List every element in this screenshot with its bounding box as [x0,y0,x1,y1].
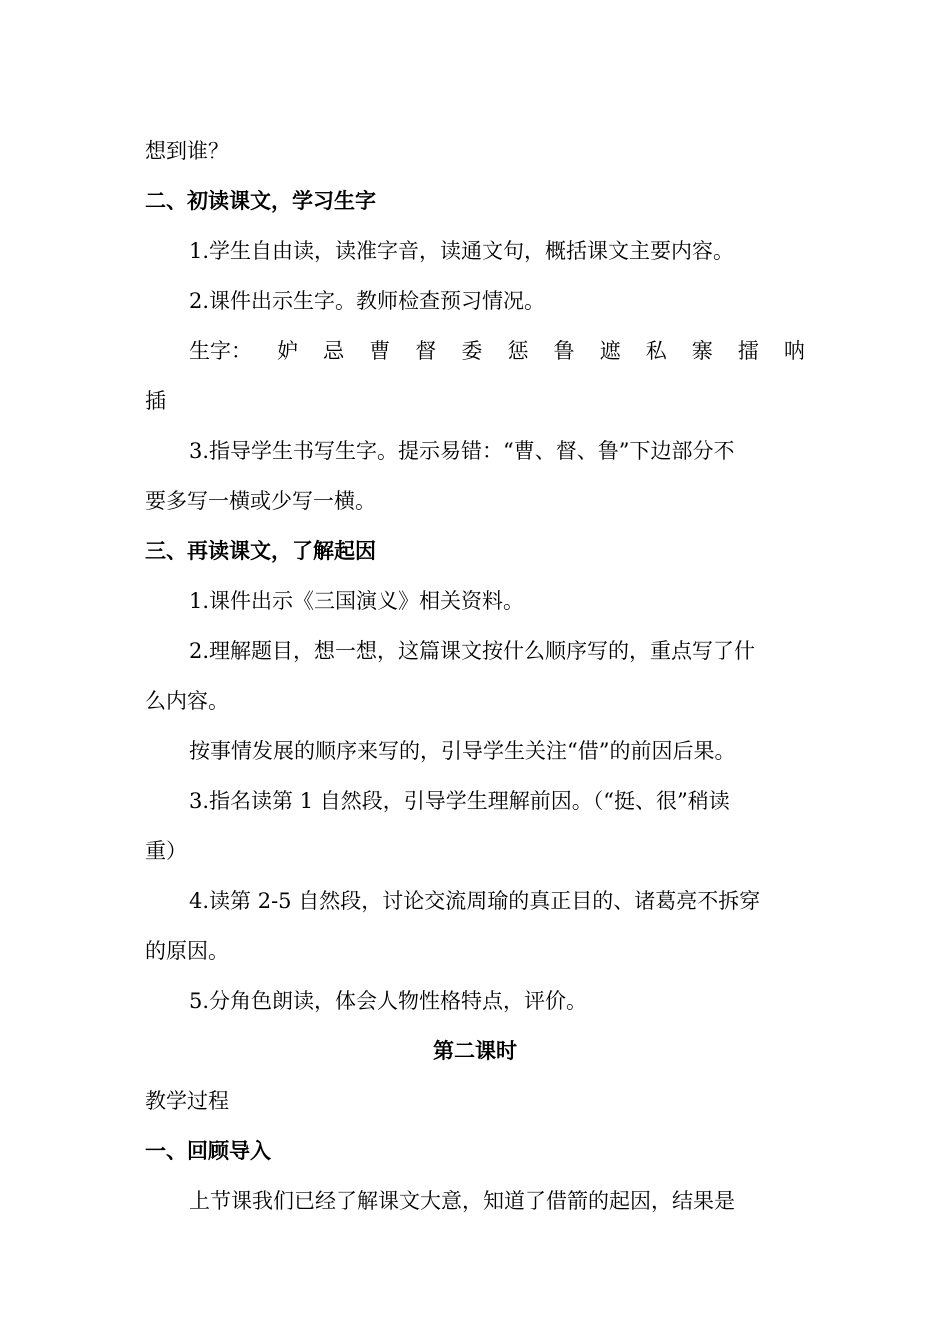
character: 私 [645,339,667,363]
character: 遮 [599,339,621,363]
text-line: 教学过程 [145,1089,229,1113]
text-line: 1.学生自由读，读准字音，读通文句，概括课文主要内容。 [189,239,735,263]
text-line: 的原因。 [145,939,229,963]
character: 擂 [737,339,759,363]
text-line: 插 [145,389,166,413]
text-line: 么内容。 [145,689,229,713]
section-heading: 二、初读课文，学习生字 [145,189,376,213]
character: 惩 [507,339,529,363]
character: 忌 [323,339,345,363]
text-line: 要多写一横或少写一横。 [145,489,376,513]
text-line: 按事情发展的顺序来写的，引导学生关注“借”的前因后果。 [189,739,736,763]
character: 督 [415,339,437,363]
text-line: 2.理解题目，想一想，这篇课文按什么顺序写的，重点写了什 [189,639,756,663]
text-line: 3.指名读第 1 自然段，引导学生理解前因。（“挺、很”稍读 [189,789,730,813]
lesson-title: 第二课时 [433,1039,517,1063]
character: 鲁 [553,339,575,363]
text-line: 3.指导学生书写生字。提示易错：“曹、督、鲁”下边部分不 [189,439,735,463]
text-line: 4.读第 2-5 自然段，讨论交流周瑜的真正目的、诸葛亮不拆穿 [189,889,761,913]
text-line: 1.课件出示《三国演义》相关资料。 [189,589,525,613]
text-line: 2.课件出示生字。教师检查预习情况。 [189,289,546,313]
text-line: 重） [145,839,187,863]
text-line: 上节课我们已经了解课文大意，知道了借箭的起因，结果是 [189,1189,735,1213]
section-heading: 一、回顾导入 [145,1139,271,1163]
text-line: 5.分角色朗读，体会人物性格特点，评价。 [189,989,588,1013]
character: 妒 [277,339,299,363]
character: 呐 [783,339,805,363]
character: 寨 [691,339,713,363]
text-line: 想到谁？ [145,139,229,163]
new-characters-line [189,336,805,366]
section-heading: 三、再读课文，了解起因 [145,539,376,563]
new-characters-label: 生字： [189,339,252,363]
character: 委 [461,339,483,363]
character: 曹 [369,339,391,363]
